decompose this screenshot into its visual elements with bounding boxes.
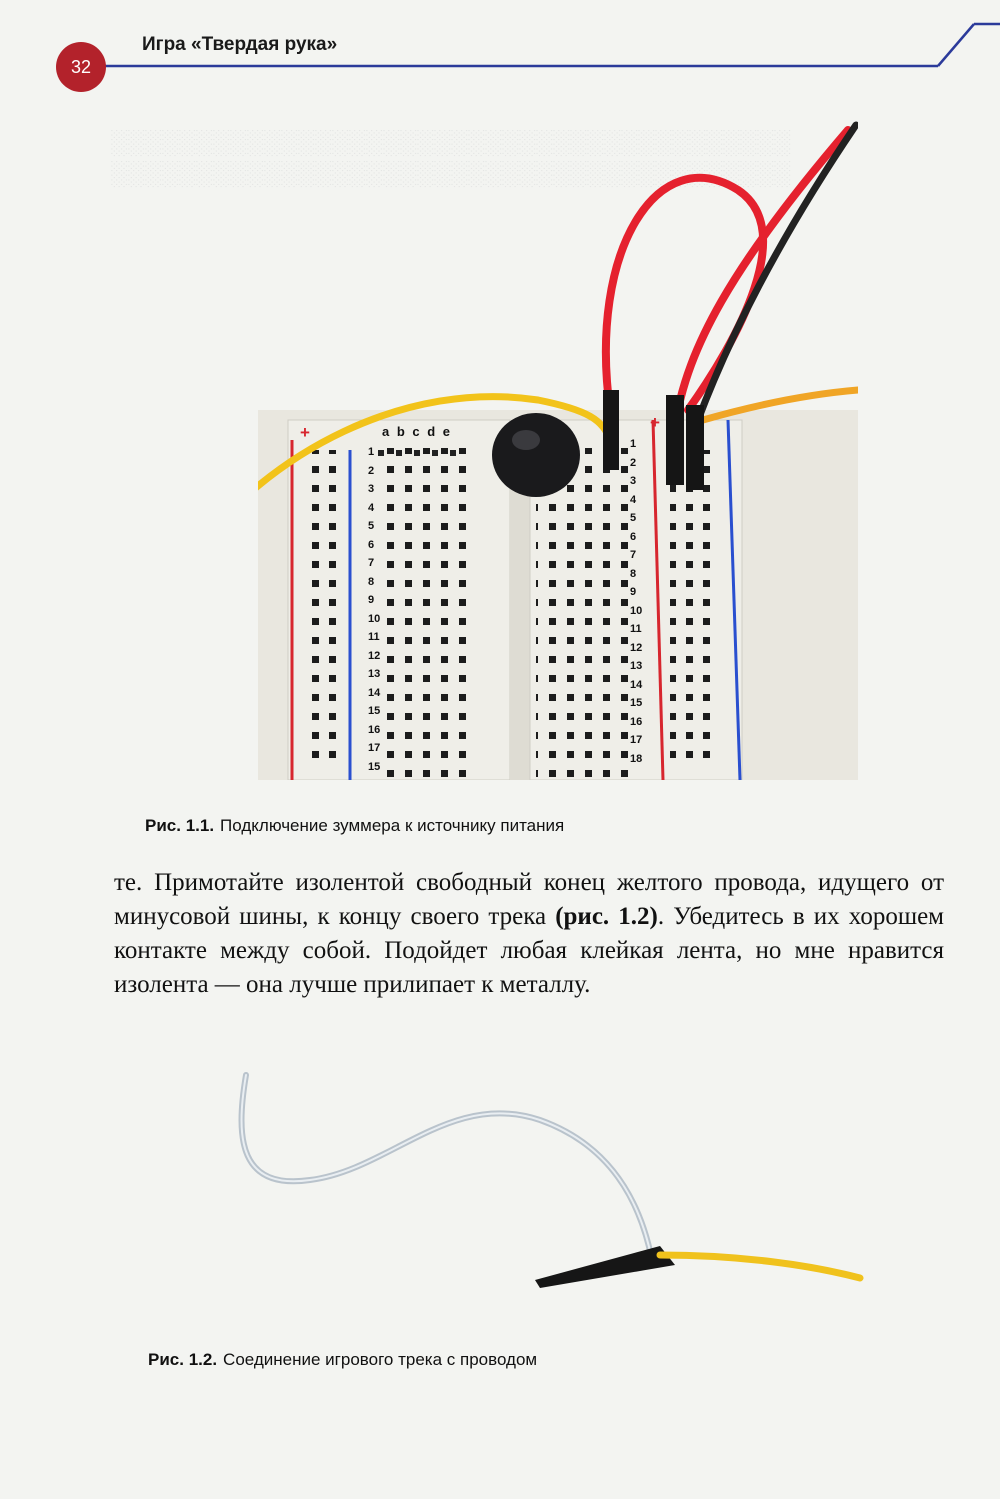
breadboard-row-number-left: 2 <box>368 464 375 477</box>
breadboard-row-number-right: 1 <box>630 438 637 450</box>
bleed-through-texture: ░░░░░░░░░░░░░░░░░░░░░░░░░░░░░░░░░░░░░░░░ ░░░░░░░░░░░░░░░░░░░░░░░░░░░░░░░░░░░░░░░░ <box>110 130 791 187</box>
breadboard-row-number-left: 8 <box>368 575 375 588</box>
breadboard-row-number-right: 17 <box>630 734 643 746</box>
breadboard-plus-label: + <box>300 423 310 442</box>
breadboard-row-number-left: 9 <box>368 594 375 606</box>
breadboard-row-number-right: 4 <box>630 493 637 506</box>
breadboard-row-number-left: 16 <box>368 723 381 736</box>
figure-1-2-label: Рис. 1.2. <box>148 1350 218 1369</box>
breadboard-row-number-right: 13 <box>630 660 643 672</box>
running-title: Игра «Твердая рука» <box>142 34 338 55</box>
breadboard-row-number-left: 12 <box>368 649 381 662</box>
breadboard-row-number-right: 5 <box>630 512 637 524</box>
breadboard-photo <box>258 120 858 780</box>
breadboard-row-number-left: 15 <box>368 705 381 717</box>
breadboard-row-number-right: 15 <box>630 697 643 709</box>
breadboard-row-number-right: 7 <box>630 549 637 561</box>
breadboard-row-number-left: 14 <box>368 686 381 699</box>
page-number: 32 <box>56 42 106 92</box>
breadboard-row-number-right: 3 <box>630 475 637 487</box>
breadboard-row-number-left: 5 <box>368 520 375 532</box>
track-wire-photo <box>220 1060 880 1340</box>
figure-1-1-caption <box>145 816 564 836</box>
figure-1-1-text: Подключение зуммера к источнику питания <box>220 816 565 835</box>
body-paragraph <box>114 866 944 1002</box>
body-text-part-1: те. Примотайте изолентой свободный конец желтого провода, идущего от минусовой шины, к концу своего трека <box>114 869 944 930</box>
figure-reference: (рис. 1.2) <box>555 903 658 930</box>
breadboard-row-number-left: 15 <box>368 760 381 773</box>
figure-1-2-caption <box>148 1350 537 1370</box>
breadboard-row-number-left: 4 <box>368 501 375 514</box>
breadboard-left-columns: a b c d e <box>382 424 453 439</box>
breadboard-row-number-left: 10 <box>368 612 381 625</box>
breadboard-row-number-left: 6 <box>368 538 375 551</box>
breadboard-row-number-right: 16 <box>630 715 643 728</box>
breadboard-row-number-left: 11 <box>368 631 380 643</box>
breadboard-row-number-right: 10 <box>630 604 643 617</box>
breadboard-row-number-right: 14 <box>630 678 643 691</box>
breadboard-row-number-left: 13 <box>368 668 381 680</box>
figure-1-2-text: Соединение игрового трека с проводом <box>223 1350 538 1369</box>
breadboard-right-rail-plus: + <box>650 413 660 432</box>
breadboard-row-number-right: 8 <box>630 567 637 580</box>
breadboard-row-number-right: 11 <box>630 623 642 635</box>
breadboard-row-number-left: 17 <box>368 742 381 754</box>
breadboard-row-number-right: 18 <box>630 752 643 765</box>
breadboard-row-number-left: 1 <box>368 446 375 458</box>
breadboard-row-number-left: 3 <box>368 483 375 495</box>
breadboard-row-number-right: 6 <box>630 530 637 543</box>
body-text-part-2: . Убедитесь в их хорошем контакте между собой. Подойдет любая клейкая лента, но мне нравится изолента — она лучше прилипает к металлу. <box>114 903 944 998</box>
figure-1-1-label: Рис. 1.1. <box>145 816 215 835</box>
breadboard-row-number-right: 12 <box>630 641 643 654</box>
breadboard-row-number-right: 9 <box>630 586 637 598</box>
breadboard-row-number-right: 2 <box>630 456 637 469</box>
breadboard-row-number-left: 7 <box>368 557 375 569</box>
